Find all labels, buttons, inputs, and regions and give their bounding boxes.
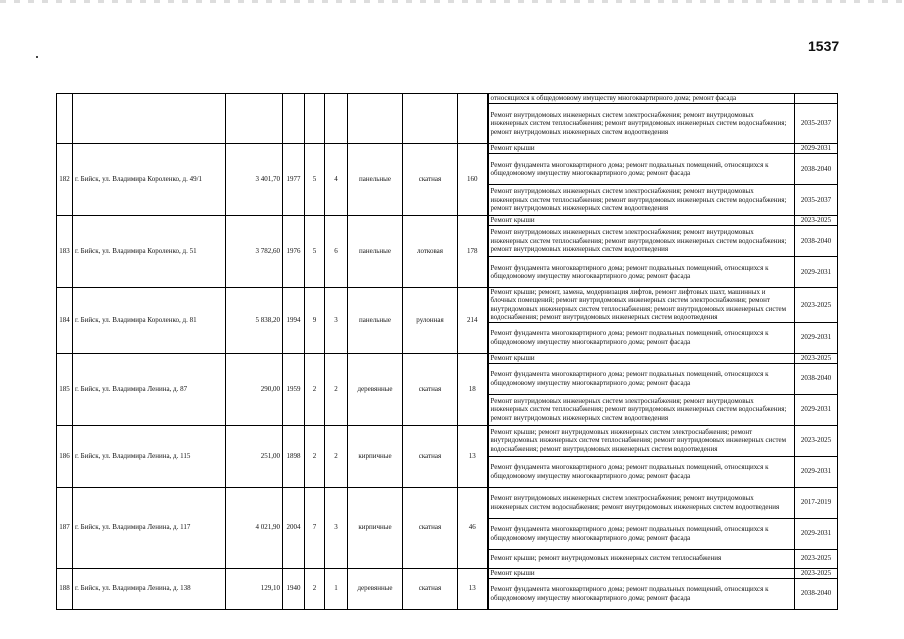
total-area: 5 838,20 bbox=[226, 288, 283, 354]
floors-count: 2 bbox=[305, 425, 325, 487]
work-period: 2029-2031 bbox=[795, 322, 838, 353]
work-description: Ремонт фундамента многоквартирного дома; ремонт подвальных помещений, относящихся к общедомовому имуществу многоквартирного дома; ремонт фасада bbox=[488, 322, 795, 353]
work-description: Ремонт фундамента многоквартирного дома; ремонт подвальных помещений, относящихся к общедомовому имуществу многоквартирного дома; ремонт фасада bbox=[488, 154, 795, 185]
table-row bbox=[57, 487, 838, 518]
floors-count: 7 bbox=[305, 487, 325, 568]
cell-num-empty bbox=[57, 94, 73, 144]
work-period: 2035-2037 bbox=[795, 104, 838, 144]
roof-type: рулонная bbox=[403, 288, 458, 354]
total-area: 290,00 bbox=[226, 353, 283, 425]
work-period: 2035-2037 bbox=[795, 185, 838, 216]
floors-count: 2 bbox=[305, 353, 325, 425]
total-area: 251,00 bbox=[226, 425, 283, 487]
residents-count: 46 bbox=[458, 487, 488, 568]
entrances-count: 4 bbox=[325, 144, 348, 216]
residents-count: 178 bbox=[458, 216, 488, 288]
work-period: 2038-2040 bbox=[795, 363, 838, 394]
wall-material: кирпичные bbox=[348, 487, 403, 568]
cell-address-empty bbox=[73, 94, 226, 144]
work-period: 2038-2040 bbox=[795, 226, 838, 257]
roof-type: скатная bbox=[403, 487, 458, 568]
row-number: 182 bbox=[57, 144, 73, 216]
work-description: Ремонт внутридомовых инженерных систем электроснабжения; ремонт внутридомовых инженерных систем водоснабжения; ремонт внутридомовых инженерных систем водоотведения bbox=[488, 487, 795, 518]
work-period: 2023-2025 bbox=[795, 288, 838, 323]
house-address: г. Бийск, ул. Владимира Короленко, д. 49/1 bbox=[73, 144, 226, 216]
build-year: 1959 bbox=[283, 353, 305, 425]
table-body bbox=[57, 94, 838, 610]
cell-roof-empty bbox=[403, 94, 458, 144]
work-description: Ремонт крыши; ремонт внутридомовых инженерных систем теплоснабжения bbox=[488, 549, 795, 568]
work-description: Ремонт внутридомовых инженерных систем электроснабжения; ремонт внутридомовых инженерных систем теплоснабжения; ремонт внутридомовых инженерных систем водоснабжения; ремонт внутридомовых инженерных систем водоотведения bbox=[488, 394, 795, 425]
entrances-count: 1 bbox=[325, 568, 348, 609]
cell-entrances-empty bbox=[325, 94, 348, 144]
cell-area-empty bbox=[226, 94, 283, 144]
work-period: 2029-2031 bbox=[795, 144, 838, 154]
total-area: 4 021,90 bbox=[226, 487, 283, 568]
house-address: г. Бийск, ул. Владимира Ленина, д. 138 bbox=[73, 568, 226, 609]
wall-material: панельные bbox=[348, 216, 403, 288]
residents-count: 214 bbox=[458, 288, 488, 354]
work-period: 2038-2040 bbox=[795, 578, 838, 609]
entrances-count: 2 bbox=[325, 425, 348, 487]
work-period: 2023-2025 bbox=[795, 549, 838, 568]
table-row bbox=[57, 425, 838, 456]
housing-repair-table bbox=[56, 93, 838, 610]
work-description: Ремонт крыши bbox=[488, 216, 795, 226]
build-year: 1994 bbox=[283, 288, 305, 354]
roof-type: скатная bbox=[403, 144, 458, 216]
residents-count: 18 bbox=[458, 353, 488, 425]
roof-type: лотковая bbox=[403, 216, 458, 288]
work-period: 2029-2031 bbox=[795, 394, 838, 425]
floors-count: 2 bbox=[305, 568, 325, 609]
table-row bbox=[57, 353, 838, 363]
work-description: Ремонт крыши; ремонт внутридомовых инженерных систем электроснабжения; ремонт внутридомовых инженерных систем теплоснабжения; ремонт внутридомовых инженерных систем водоснабжения; ремонт внутридомовых инженерных систем водоотведения bbox=[488, 425, 795, 456]
work-description: Ремонт крыши; ремонт, замена, модернизация лифтов, ремонт лифтовых шахт, машинных и блочных помещений; ремонт внутридомовых инженерных систем электроснабжения; ремонт внутридомовых инженерных систем теплоснабжения; ремонт внутридомовых инженерных систем водоснабжения; ремонт внутридомовых инженерных систем водоотведения bbox=[488, 288, 795, 323]
build-year: 1976 bbox=[283, 216, 305, 288]
row-number: 185 bbox=[57, 353, 73, 425]
work-period: 2038-2040 bbox=[795, 154, 838, 185]
residents-count: 13 bbox=[458, 425, 488, 487]
build-year: 1940 bbox=[283, 568, 305, 609]
work-description: Ремонт внутридомовых инженерных систем электроснабжения; ремонт внутридомовых инженерных систем теплоснабжения; ремонт внутридомовых инженерных систем водоснабжения; ремонт внутридомовых инженерных систем водоотведения bbox=[488, 104, 795, 144]
work-description: Ремонт крыши bbox=[488, 144, 795, 154]
row-number: 187 bbox=[57, 487, 73, 568]
floors-count: 5 bbox=[305, 144, 325, 216]
work-description: Ремонт фундамента многоквартирного дома; ремонт подвальных помещений, относящихся к общедомовому имуществу многоквартирного дома; ремонт фасада bbox=[488, 363, 795, 394]
row-number: 186 bbox=[57, 425, 73, 487]
residents-count: 160 bbox=[458, 144, 488, 216]
roof-type: скатная bbox=[403, 568, 458, 609]
house-address: г. Бийск, ул. Владимира Ленина, д. 115 bbox=[73, 425, 226, 487]
table-row bbox=[57, 288, 838, 323]
house-address: г. Бийск, ул. Владимира Короленко, д. 81 bbox=[73, 288, 226, 354]
work-description: Ремонт фундамента многоквартирного дома; ремонт подвальных помещений, относящихся к общедомовому имуществу многоквартирного дома; ремонт фасада bbox=[488, 518, 795, 549]
entrances-count: 3 bbox=[325, 487, 348, 568]
total-area: 129,10 bbox=[226, 568, 283, 609]
entrances-count: 2 bbox=[325, 353, 348, 425]
work-period: 2029-2031 bbox=[795, 456, 838, 487]
cell-year-empty bbox=[283, 94, 305, 144]
house-address: г. Бийск, ул. Владимира Короленко, д. 51 bbox=[73, 216, 226, 288]
work-period: 2029-2031 bbox=[795, 257, 838, 288]
table-row bbox=[57, 568, 838, 578]
work-description: Ремонт фундамента многоквартирного дома; ремонт подвальных помещений, относящихся к общедомовому имуществу многоквартирного дома; ремонт фасада bbox=[488, 578, 795, 609]
work-period bbox=[795, 94, 838, 104]
scan-speck bbox=[36, 56, 38, 58]
cell-residents-empty bbox=[458, 94, 488, 144]
house-address: г. Бийск, ул. Владимира Ленина, д. 87 bbox=[73, 353, 226, 425]
row-number: 188 bbox=[57, 568, 73, 609]
table-row bbox=[57, 94, 838, 104]
work-period: 2023-2025 bbox=[795, 568, 838, 578]
build-year: 1898 bbox=[283, 425, 305, 487]
floors-count: 9 bbox=[305, 288, 325, 354]
page-number: 1537 bbox=[808, 38, 840, 54]
entrances-count: 6 bbox=[325, 216, 348, 288]
total-area: 3 401,70 bbox=[226, 144, 283, 216]
work-description: Ремонт внутридомовых инженерных систем электроснабжения; ремонт внутридомовых инженерных систем теплоснабжения; ремонт внутридомовых инженерных систем водоснабжения; ремонт внутридомовых инженерных систем водоотведения bbox=[488, 226, 795, 257]
work-description: Ремонт фундамента многоквартирного дома; ремонт подвальных помещений, относящихся к общедомовому имуществу многоквартирного дома; ремонт фасада bbox=[488, 456, 795, 487]
row-number: 184 bbox=[57, 288, 73, 354]
roof-type: скатная bbox=[403, 353, 458, 425]
house-address: г. Бийск, ул. Владимира Ленина, д. 117 bbox=[73, 487, 226, 568]
build-year: 1977 bbox=[283, 144, 305, 216]
table-row bbox=[57, 144, 838, 154]
work-period: 2023-2025 bbox=[795, 216, 838, 226]
total-area: 3 782,60 bbox=[226, 216, 283, 288]
wall-material: кирпичные bbox=[348, 425, 403, 487]
wall-material: панельные bbox=[348, 288, 403, 354]
cell-walls-empty bbox=[348, 94, 403, 144]
entrances-count: 3 bbox=[325, 288, 348, 354]
work-description: относящихся к общедомовому имуществу многоквартирного дома; ремонт фасада bbox=[488, 94, 795, 104]
work-period: 2023-2025 bbox=[795, 425, 838, 456]
row-number: 183 bbox=[57, 216, 73, 288]
floors-count: 5 bbox=[305, 216, 325, 288]
work-period: 2023-2025 bbox=[795, 353, 838, 363]
residents-count: 13 bbox=[458, 568, 488, 609]
roof-type: скатная bbox=[403, 425, 458, 487]
work-description: Ремонт внутридомовых инженерных систем электроснабжения; ремонт внутридомовых инженерных систем теплоснабжения; ремонт внутридомовых инженерных систем водоснабжения; ремонт внутридомовых инженерных систем водоотведения bbox=[488, 185, 795, 216]
cell-floors-empty bbox=[305, 94, 325, 144]
work-period: 2017-2019 bbox=[795, 487, 838, 518]
work-description: Ремонт крыши bbox=[488, 568, 795, 578]
wall-material: деревянные bbox=[348, 568, 403, 609]
work-description: Ремонт фундамента многоквартирного дома; ремонт подвальных помещений, относящихся к общедомовому имуществу многоквартирного дома; ремонт фасада bbox=[488, 257, 795, 288]
work-description: Ремонт крыши bbox=[488, 353, 795, 363]
work-period: 2029-2031 bbox=[795, 518, 838, 549]
wall-material: панельные bbox=[348, 144, 403, 216]
build-year: 2004 bbox=[283, 487, 305, 568]
wall-material: деревянные bbox=[348, 353, 403, 425]
scan-edge-artifact bbox=[0, 0, 904, 3]
table-row bbox=[57, 216, 838, 226]
